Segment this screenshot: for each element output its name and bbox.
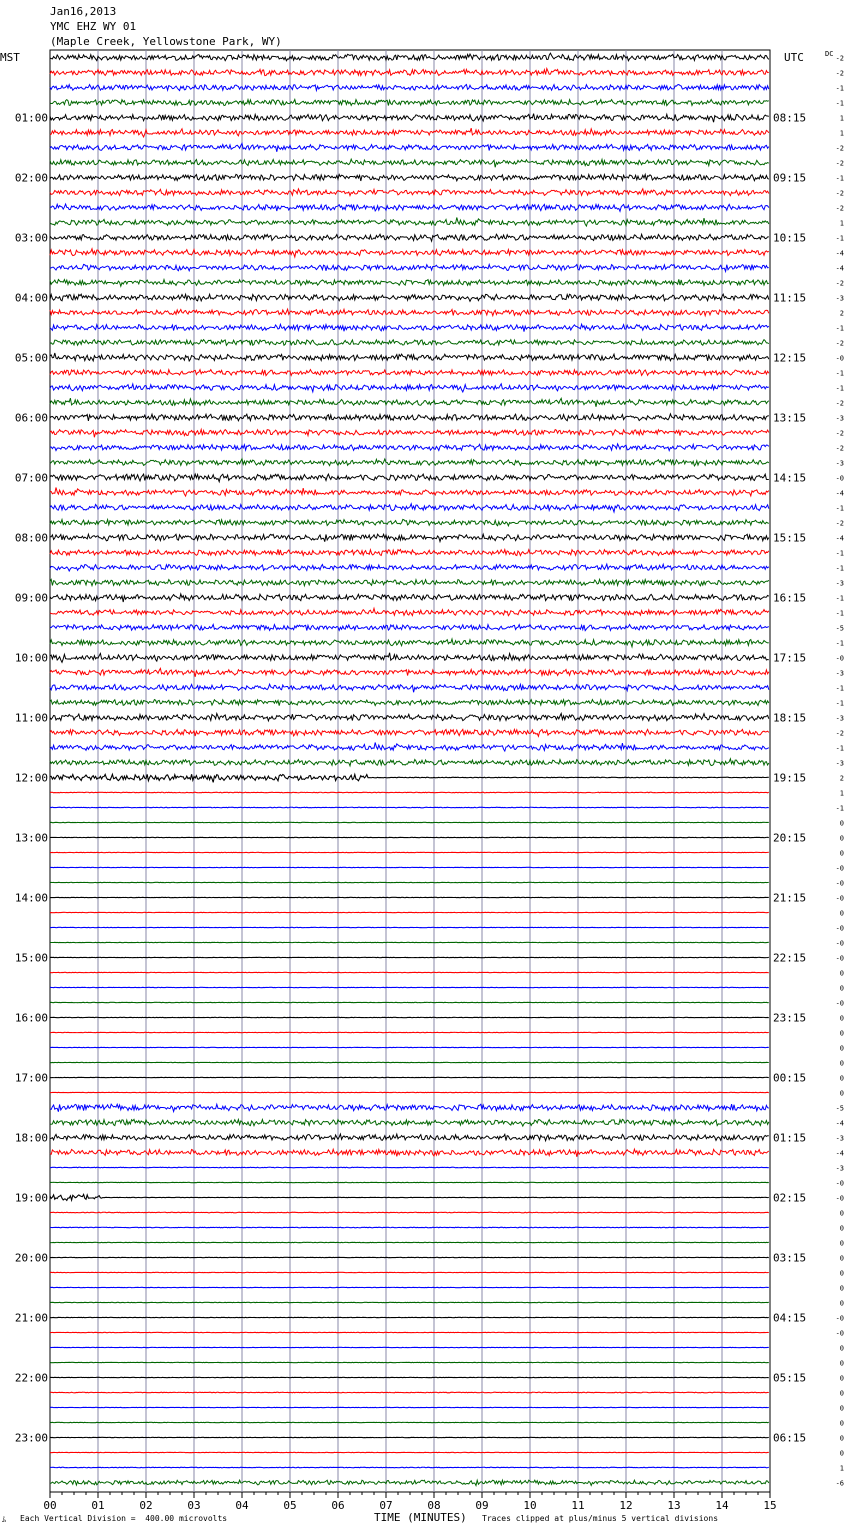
dc-offset: -1 (835, 99, 844, 108)
dc-offset: 0 (839, 1299, 844, 1308)
dc-offset: 0 (839, 1089, 844, 1098)
dc-offset: 1 (839, 114, 844, 123)
dc-offset: -3 (835, 759, 844, 768)
trace-row (50, 459, 769, 466)
chart-date: Jan16,2013 (50, 5, 117, 18)
trace-row (50, 1392, 769, 1393)
dc-offset: 0 (839, 1449, 844, 1458)
trace-row (50, 594, 769, 602)
dc-offset: 0 (839, 1359, 844, 1368)
dc-offset: 0 (839, 1389, 844, 1398)
dc-offset: -2 (835, 729, 844, 738)
trace-row (50, 519, 769, 525)
dc-offset: -1 (835, 594, 844, 603)
trace-row (50, 370, 769, 376)
trace-row (50, 713, 769, 720)
dc-offset: -1 (835, 324, 844, 333)
trace-row (50, 234, 769, 241)
trace-row (50, 444, 769, 451)
dc-offset: -1 (835, 174, 844, 183)
dc-offset: -0 (835, 999, 844, 1008)
dc-offset: -0 (835, 1179, 844, 1188)
scale-note: Each Vertical Division = 400.00 microvolts (20, 1514, 228, 1523)
hour-label-utc: 01:15 (773, 1131, 807, 1145)
hour-label-utc: 23:15 (773, 1011, 807, 1025)
hour-label-mst: 03:00 (14, 231, 48, 245)
dc-offset: -3 (835, 1164, 844, 1173)
dc-offset: 0 (839, 1044, 844, 1053)
trace-row (50, 279, 769, 286)
hour-label-utc: 12:15 (773, 351, 807, 365)
trace-row (50, 1467, 769, 1468)
hour-label-mst: 06:00 (14, 411, 48, 425)
dc-offset: -0 (835, 894, 844, 903)
dc-offset: -4 (835, 534, 844, 543)
dc-offset: -6 (835, 1479, 844, 1488)
trace-row (50, 564, 769, 571)
hour-label-utc: 18:15 (773, 711, 807, 725)
x-tick-label: 05 (283, 1499, 297, 1512)
dc-offset: -0 (835, 474, 844, 483)
x-axis-title: TIME (MINUTES) (374, 1511, 467, 1524)
dc-offset: 0 (839, 1434, 844, 1443)
dc-offset: 0 (839, 849, 844, 858)
dc-offset: 0 (839, 1404, 844, 1413)
dc-offset: 0 (839, 1284, 844, 1293)
dc-offset: 0 (839, 1029, 844, 1038)
x-tick-label: 04 (235, 1499, 249, 1512)
x-tick-label: 06 (331, 1499, 345, 1512)
dc-offset: 2 (839, 774, 844, 783)
trace-row (50, 668, 769, 676)
dc-offset: -0 (835, 1194, 844, 1203)
hour-label-mst: 21:00 (14, 1311, 48, 1325)
dc-offset: 0 (839, 1014, 844, 1023)
hour-label-utc: 11:15 (773, 291, 807, 305)
trace-row (50, 294, 769, 301)
dc-offset: -0 (835, 654, 844, 663)
dc-offset: -3 (835, 1134, 844, 1143)
x-tick-label: 13 (667, 1499, 681, 1512)
trace-row (50, 249, 769, 257)
trace-row (50, 807, 769, 808)
trace-row (50, 504, 769, 512)
dc-offset: 0 (839, 1374, 844, 1383)
x-tick-label: 14 (715, 1499, 729, 1512)
dc-offset: -1 (835, 549, 844, 558)
trace-row (50, 264, 769, 271)
trace-row (50, 99, 769, 105)
hour-label-utc: 14:15 (773, 471, 807, 485)
dc-offset: -1 (835, 564, 844, 573)
trace-row (50, 414, 769, 421)
hour-label-utc: 15:15 (773, 531, 807, 545)
hour-label-utc: 04:15 (773, 1311, 807, 1325)
trace-row (50, 729, 769, 736)
hour-label-mst: 17:00 (14, 1071, 48, 1085)
trace-row (50, 639, 769, 647)
hour-label-mst: 04:00 (14, 291, 48, 305)
x-tick-label: 01 (91, 1499, 105, 1512)
trace-row (50, 549, 769, 555)
trace-row (50, 1167, 769, 1168)
hour-label-utc: 09:15 (773, 171, 807, 185)
corner-mark: ﾑ (2, 1515, 6, 1524)
dc-offset: -5 (835, 1104, 844, 1113)
dc-offset: -0 (835, 924, 844, 933)
dc-offset: -5 (835, 624, 844, 633)
dc-offset: -1 (835, 384, 844, 393)
dc-offset: -3 (835, 714, 844, 723)
dc-offset: -4 (835, 489, 844, 498)
dc-offset: -3 (835, 414, 844, 423)
trace-row (50, 353, 769, 361)
trace-row (50, 759, 769, 766)
dc-offset: -2 (835, 519, 844, 528)
hour-label-mst: 13:00 (14, 831, 48, 845)
dc-offset: 0 (839, 1059, 844, 1068)
dc-offset: 1 (839, 219, 844, 228)
chart-station: YMC EHZ WY 01 (50, 20, 137, 33)
trace-row (50, 792, 769, 793)
trace-row (50, 204, 769, 211)
hour-label-mst: 14:00 (14, 891, 48, 905)
dc-offset: -2 (835, 159, 844, 168)
dc-offset: -0 (835, 354, 844, 363)
hour-label-mst: 19:00 (14, 1191, 48, 1205)
trace-row (50, 474, 769, 482)
dc-offset: 0 (839, 1269, 844, 1278)
dc-offset: -4 (835, 264, 844, 273)
dc-offset: -4 (835, 1149, 844, 1158)
x-tick-label: 15 (763, 1499, 777, 1512)
dc-offset: -1 (835, 804, 844, 813)
x-tick-label: 03 (187, 1499, 201, 1512)
trace-row (50, 69, 769, 76)
trace-row (50, 487, 769, 496)
trace-row (50, 143, 769, 151)
trace-row (50, 128, 769, 137)
hour-label-utc: 20:15 (773, 831, 807, 845)
trace-row (50, 1119, 769, 1126)
hour-label-mst: 01:00 (14, 111, 48, 125)
hour-label-mst: 16:00 (14, 1011, 48, 1025)
trace-row (50, 384, 769, 392)
trace-row (50, 309, 769, 315)
x-tick-label: 09 (475, 1499, 489, 1512)
hour-label-mst: 22:00 (14, 1371, 48, 1385)
trace-row (50, 174, 769, 181)
dc-offset: -4 (835, 1119, 844, 1128)
hour-label-mst: 07:00 (14, 471, 48, 485)
dc-offset: -2 (835, 144, 844, 153)
trace-row (50, 1227, 769, 1228)
trace-row (50, 1194, 769, 1200)
hour-label-utc: 05:15 (773, 1371, 807, 1385)
hour-label-mst: 15:00 (14, 951, 48, 965)
dc-offset: -0 (835, 864, 844, 873)
trace-row (50, 84, 769, 90)
dc-offset: -1 (835, 369, 844, 378)
dc-offset: 0 (839, 1074, 844, 1083)
trace-row (50, 1212, 769, 1213)
dc-offset: -1 (835, 84, 844, 93)
tz-label-mst: MST (0, 51, 20, 64)
dc-offset: -0 (835, 1329, 844, 1338)
dc-offset: 0 (839, 1224, 844, 1233)
dc-offset: -3 (835, 669, 844, 678)
trace-row (50, 114, 769, 123)
dc-offset: -3 (835, 459, 844, 468)
x-tick-label: 11 (571, 1499, 585, 1512)
hour-label-utc: 13:15 (773, 411, 807, 425)
dc-offset: -0 (835, 939, 844, 948)
trace-row (50, 1104, 769, 1112)
dc-offset: -3 (835, 294, 844, 303)
trace-row (50, 700, 769, 706)
hour-label-mst: 11:00 (14, 711, 48, 725)
dc-offset: 0 (839, 969, 844, 978)
trace-row (50, 742, 769, 751)
dc-offset: 0 (839, 819, 844, 828)
dc-offset: -0 (835, 1314, 844, 1323)
dc-offset: -1 (835, 234, 844, 243)
hour-label-utc: 10:15 (773, 231, 807, 245)
dc-offset: -2 (835, 204, 844, 213)
dc-offset: -2 (835, 189, 844, 198)
dc-offset: -3 (835, 579, 844, 588)
dc-offset: -2 (835, 54, 844, 63)
trace-row (50, 534, 769, 542)
x-tick-label: 10 (523, 1499, 537, 1512)
trace-row (50, 53, 769, 61)
trace-row (50, 774, 769, 782)
hour-label-utc: 22:15 (773, 951, 807, 965)
trace-row (50, 429, 769, 437)
dc-offset: 0 (839, 834, 844, 843)
trace-row (50, 684, 769, 692)
dc-offset: -2 (835, 429, 844, 438)
dc-offset: 2 (839, 309, 844, 318)
hour-label-mst: 12:00 (14, 771, 48, 785)
dc-offset: 0 (839, 1209, 844, 1218)
trace-row (50, 217, 769, 226)
trace-row (50, 579, 769, 586)
dc-offset: 1 (839, 129, 844, 138)
hour-label-utc: 06:15 (773, 1431, 807, 1445)
dc-offset: 0 (839, 1344, 844, 1353)
hour-label-utc: 17:15 (773, 651, 807, 665)
dc-offset: -0 (835, 879, 844, 888)
dc-offset: -2 (835, 69, 844, 78)
dc-offset: -2 (835, 444, 844, 453)
dc-offset: -2 (835, 279, 844, 288)
hour-label-mst: 05:00 (14, 351, 48, 365)
trace-row (50, 1134, 769, 1141)
x-tick-label: 02 (139, 1499, 153, 1512)
dc-offset: -1 (835, 639, 844, 648)
trace-row (50, 398, 769, 407)
trace-row (50, 1149, 769, 1157)
dc-offset: -4 (835, 249, 844, 258)
dc-label: DC (825, 50, 834, 58)
hour-label-mst: 09:00 (14, 591, 48, 605)
clip-note: Traces clipped at plus/minus 5 vertical divisions (482, 1514, 719, 1523)
dc-offset: -0 (835, 954, 844, 963)
dc-offset: -2 (835, 399, 844, 408)
dc-offset: -2 (835, 339, 844, 348)
dc-offset: 0 (839, 1254, 844, 1263)
x-tick-label: 08 (427, 1499, 441, 1512)
x-tick-label: 07 (379, 1499, 393, 1512)
hour-label-mst: 08:00 (14, 531, 48, 545)
dc-offset: -1 (835, 684, 844, 693)
dc-offset: -1 (835, 699, 844, 708)
x-tick-label: 00 (43, 1499, 57, 1512)
dc-offset: 1 (839, 1464, 844, 1473)
hour-label-mst: 02:00 (14, 171, 48, 185)
trace-row (50, 189, 769, 196)
chart-location: (Maple Creek, Yellowstone Park, WY) (50, 35, 282, 48)
hour-label-mst: 20:00 (14, 1251, 48, 1265)
trace-row (50, 324, 769, 331)
hour-label-mst: 10:00 (14, 651, 48, 665)
hour-label-utc: 08:15 (773, 111, 807, 125)
hour-label-utc: 21:15 (773, 891, 807, 905)
hour-label-mst: 18:00 (14, 1131, 48, 1145)
hour-label-utc: 00:15 (773, 1071, 807, 1085)
trace-row (50, 340, 769, 346)
hour-label-utc: 19:15 (773, 771, 807, 785)
trace-row (50, 159, 769, 167)
dc-offset: -1 (835, 609, 844, 618)
dc-offset: 0 (839, 1239, 844, 1248)
tz-label-utc: UTC (784, 51, 804, 64)
dc-offset: -1 (835, 504, 844, 513)
dc-offset: 0 (839, 909, 844, 918)
dc-offset: -1 (835, 744, 844, 753)
hour-label-mst: 23:00 (14, 1431, 48, 1445)
hour-label-utc: 03:15 (773, 1251, 807, 1265)
trace-row (50, 624, 769, 630)
trace-row (50, 608, 769, 615)
hour-label-utc: 16:15 (773, 591, 807, 605)
dc-offset: 1 (839, 789, 844, 798)
dc-offset: 0 (839, 1419, 844, 1428)
hour-label-utc: 02:15 (773, 1191, 807, 1205)
trace-row (50, 653, 769, 663)
dc-offset: 0 (839, 984, 844, 993)
trace-row (50, 1480, 769, 1485)
x-tick-label: 12 (619, 1499, 633, 1512)
